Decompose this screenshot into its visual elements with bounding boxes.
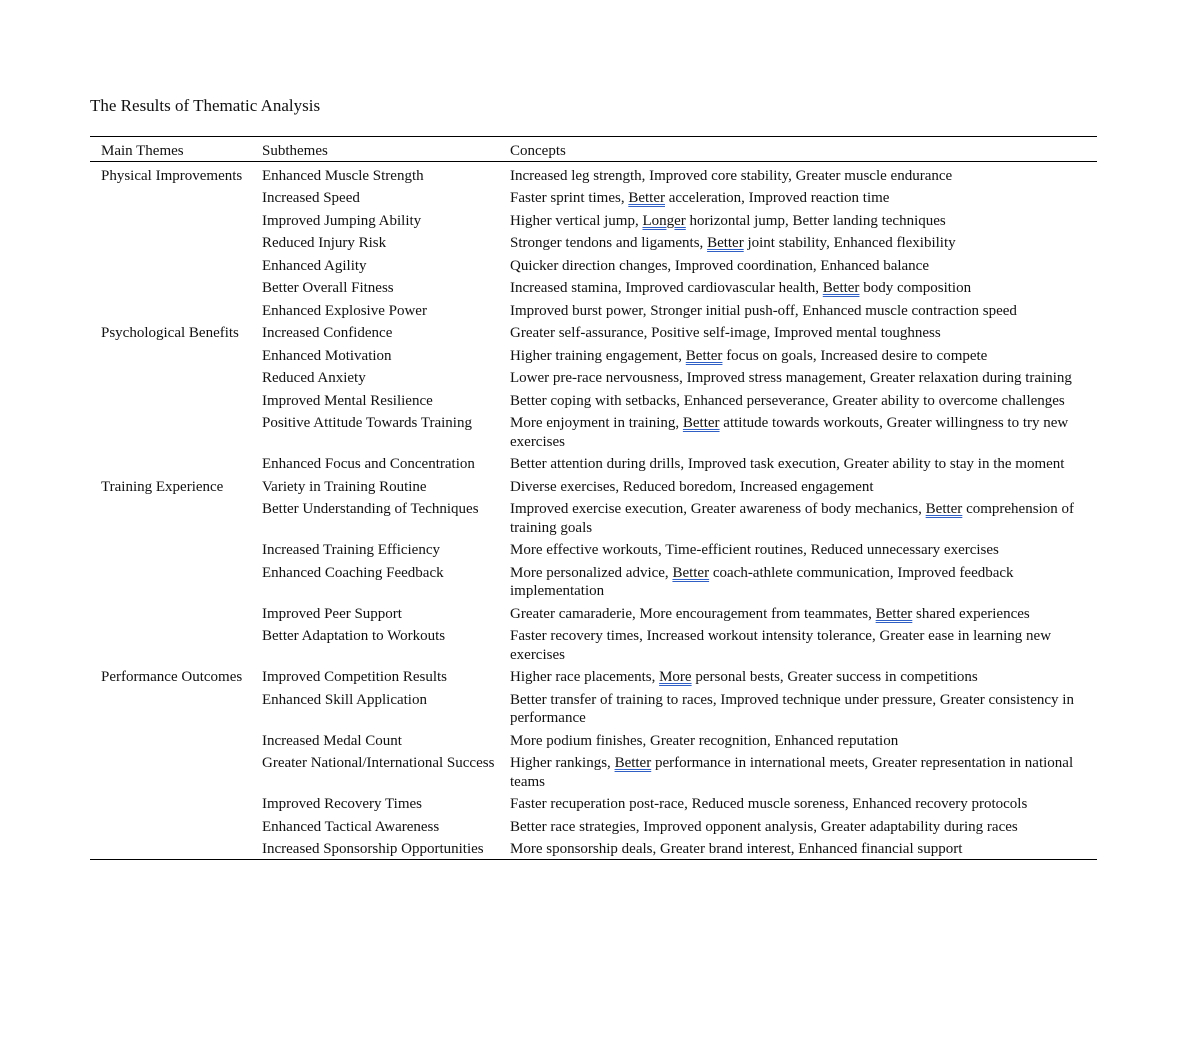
subtheme-cell: Enhanced Explosive Power bbox=[262, 302, 427, 319]
grammar-flagged-word: Longer bbox=[642, 212, 686, 229]
grammar-flagged-word: Better bbox=[682, 415, 720, 431]
main-theme-cell bbox=[90, 560, 262, 601]
concepts-cell: Greater self-assurance, Positive self-image, Improved mental toughness bbox=[510, 325, 941, 341]
concepts-cell: Better transfer of training to races, Improved technique under pressure, Greater consistency in performance bbox=[510, 691, 1074, 726]
concepts-cell: Higher training engagement, Better focus on goals, Increased desire to compete bbox=[510, 347, 988, 364]
concepts-cell: Diverse exercises, Reduced boredom, Increased engagement bbox=[510, 478, 874, 495]
header-subthemes: Subthemes bbox=[262, 137, 510, 161]
grammar-flagged-word: More bbox=[659, 669, 692, 685]
main-theme-cell bbox=[90, 601, 262, 624]
subtheme-cell: Enhanced Skill Application bbox=[262, 691, 427, 708]
main-theme-cell bbox=[90, 275, 262, 298]
subtheme-cell: Reduced Anxiety bbox=[262, 370, 366, 386]
table-title: The Results of Thematic Analysis bbox=[90, 96, 321, 115]
concepts-cell: More sponsorship deals, Greater brand interest, Enhanced financial support bbox=[510, 841, 963, 857]
subtheme-cell: Increased Confidence bbox=[262, 325, 393, 341]
table-row bbox=[90, 601, 1097, 624]
table-header-row bbox=[90, 137, 1097, 161]
table-row bbox=[90, 474, 1097, 497]
table-row bbox=[90, 451, 1097, 474]
main-theme-cell bbox=[90, 836, 262, 859]
main-theme-cell bbox=[90, 496, 262, 537]
subtheme-cell: Better Adaptation to Workouts bbox=[262, 628, 446, 644]
subtheme-cell: Increased Training Efficiency bbox=[262, 542, 441, 558]
concepts-cell: Quicker direction changes, Improved coordination, Enhanced balance bbox=[510, 257, 929, 274]
main-theme-cell bbox=[90, 791, 262, 814]
concepts-cell: Faster recuperation post-race, Reduced muscle soreness, Enhanced recovery protocols bbox=[510, 796, 1028, 812]
table-row bbox=[90, 664, 1097, 687]
subtheme-cell: Reduced Injury Risk bbox=[262, 235, 387, 251]
main-theme-cell bbox=[90, 343, 262, 366]
table-row bbox=[90, 275, 1097, 298]
concepts-cell: Greater camaraderie, More encouragement from teammates, Better shared experiences bbox=[510, 605, 1030, 622]
concepts-cell: Improved burst power, Stronger initial push-off, Enhanced muscle contraction speed bbox=[510, 302, 1017, 319]
concepts-cell: Better attention during drills, Improved task execution, Greater ability to stay in the moment bbox=[510, 456, 1065, 472]
main-theme-cell: Psychological Benefits bbox=[101, 325, 239, 341]
main-theme-cell bbox=[90, 728, 262, 751]
table-row bbox=[90, 298, 1097, 321]
concepts-cell: Stronger tendons and ligaments, Better joint stability, Enhanced flexibility bbox=[510, 235, 956, 251]
main-theme-cell bbox=[90, 230, 262, 253]
table-row bbox=[90, 185, 1097, 208]
grammar-flagged-word: Better bbox=[672, 564, 710, 581]
table-row bbox=[90, 537, 1097, 560]
subtheme-cell: Increased Medal Count bbox=[262, 732, 402, 749]
header-main-themes: Main Themes bbox=[90, 137, 262, 161]
table-row bbox=[90, 836, 1097, 859]
main-theme-cell bbox=[90, 388, 262, 411]
table-row bbox=[90, 750, 1097, 791]
table-row bbox=[90, 410, 1097, 451]
subtheme-cell: Enhanced Muscle Strength bbox=[262, 167, 424, 184]
subtheme-cell: Increased Speed bbox=[262, 190, 360, 206]
main-theme-cell bbox=[90, 410, 262, 451]
grammar-flagged-word: Better bbox=[707, 235, 744, 251]
thematic-analysis-table bbox=[90, 136, 1097, 860]
subtheme-cell: Increased Sponsorship Opportunities bbox=[262, 841, 484, 857]
grammar-flagged-word: Better bbox=[614, 755, 652, 771]
concepts-cell: More effective workouts, Time-efficient routines, Reduced unnecessary exercises bbox=[510, 542, 999, 558]
concepts-cell: Faster sprint times, Better acceleration, Improved reaction time bbox=[510, 190, 890, 206]
table-row bbox=[90, 814, 1097, 837]
main-theme-cell bbox=[90, 185, 262, 208]
main-theme-cell: Performance Outcomes bbox=[101, 669, 243, 685]
table-row bbox=[90, 343, 1097, 366]
subtheme-cell: Improved Jumping Ability bbox=[262, 212, 422, 229]
table-row bbox=[90, 365, 1097, 388]
subtheme-cell: Enhanced Focus and Concentration bbox=[262, 456, 475, 472]
concepts-cell: Better race strategies, Improved opponent analysis, Greater adaptability during races bbox=[510, 818, 1018, 835]
table-row bbox=[90, 388, 1097, 411]
main-theme-cell bbox=[90, 623, 262, 664]
concepts-cell: Better coping with setbacks, Enhanced perseverance, Greater ability to overcome challenges bbox=[510, 392, 1065, 409]
concepts-cell: Higher vertical jump, Longer horizontal jump, Better landing techniques bbox=[510, 212, 946, 229]
grammar-flagged-word: Better bbox=[875, 605, 913, 622]
main-theme-cell bbox=[90, 298, 262, 321]
grammar-flagged-word: Better bbox=[685, 347, 723, 364]
concepts-cell: More podium finishes, Greater recognition, Enhanced reputation bbox=[510, 732, 899, 749]
subtheme-cell: Improved Competition Results bbox=[262, 669, 447, 685]
concepts-cell: Faster recovery times, Increased workout intensity tolerance, Greater ease in learning new exercises bbox=[510, 628, 1052, 663]
subtheme-cell: Enhanced Agility bbox=[262, 257, 367, 274]
table-row bbox=[90, 320, 1097, 343]
main-theme-cell bbox=[90, 750, 262, 791]
table-row bbox=[90, 623, 1097, 664]
concepts-cell: Increased stamina, Improved cardiovascular health, Better body composition bbox=[510, 280, 972, 296]
table-row bbox=[90, 208, 1097, 231]
subtheme-cell: Improved Recovery Times bbox=[262, 796, 422, 812]
table-row bbox=[90, 560, 1097, 601]
main-theme-cell bbox=[90, 687, 262, 728]
header-concepts: Concepts bbox=[510, 137, 1097, 161]
main-theme-cell bbox=[90, 814, 262, 837]
table-row bbox=[90, 791, 1097, 814]
grammar-flagged-word: Better bbox=[925, 501, 963, 517]
concepts-cell: Higher race placements, More personal bests, Greater success in competitions bbox=[510, 669, 978, 685]
grammar-flagged-word: Better bbox=[628, 190, 665, 206]
subtheme-cell: Improved Peer Support bbox=[262, 605, 402, 622]
subtheme-cell: Enhanced Tactical Awareness bbox=[262, 818, 440, 835]
subtheme-cell: Improved Mental Resilience bbox=[262, 392, 433, 409]
table-body bbox=[90, 161, 1097, 859]
subtheme-cell: Greater National/International Success bbox=[262, 755, 495, 771]
main-theme-cell bbox=[90, 365, 262, 388]
concepts-cell: More personalized advice, Better coach-athlete communication, Improved feedback implementation bbox=[510, 564, 1014, 599]
main-theme-cell bbox=[90, 253, 262, 276]
concepts-cell: Improved exercise execution, Greater awareness of body mechanics, Better comprehension of training goals bbox=[510, 501, 1074, 536]
main-theme-cell: Physical Improvements bbox=[101, 167, 243, 184]
main-theme-cell: Training Experience bbox=[101, 478, 224, 495]
table-row bbox=[90, 161, 1097, 185]
subtheme-cell: Enhanced Coaching Feedback bbox=[262, 564, 444, 581]
grammar-flagged-word: Better bbox=[822, 280, 860, 296]
subtheme-cell: Variety in Training Routine bbox=[262, 478, 427, 495]
concepts-cell: More enjoyment in training, Better attitude towards workouts, Greater willingness to try new exercises bbox=[510, 415, 1069, 450]
concepts-cell: Lower pre-race nervousness, Improved stress management, Greater relaxation during training bbox=[510, 370, 1072, 386]
subtheme-cell: Positive Attitude Towards Training bbox=[262, 415, 472, 431]
main-theme-cell bbox=[90, 451, 262, 474]
table-row bbox=[90, 230, 1097, 253]
subtheme-cell: Better Overall Fitness bbox=[262, 280, 394, 296]
table-row bbox=[90, 253, 1097, 276]
subtheme-cell: Better Understanding of Techniques bbox=[262, 501, 479, 517]
main-theme-cell bbox=[90, 537, 262, 560]
table-row bbox=[90, 496, 1097, 537]
table-row bbox=[90, 728, 1097, 751]
concepts-cell: Increased leg strength, Improved core stability, Greater muscle endurance bbox=[510, 167, 953, 184]
concepts-cell: Higher rankings, Better performance in international meets, Greater representation in national teams bbox=[510, 755, 1074, 790]
table-row bbox=[90, 687, 1097, 728]
main-theme-cell bbox=[90, 208, 262, 231]
subtheme-cell: Enhanced Motivation bbox=[262, 347, 392, 364]
